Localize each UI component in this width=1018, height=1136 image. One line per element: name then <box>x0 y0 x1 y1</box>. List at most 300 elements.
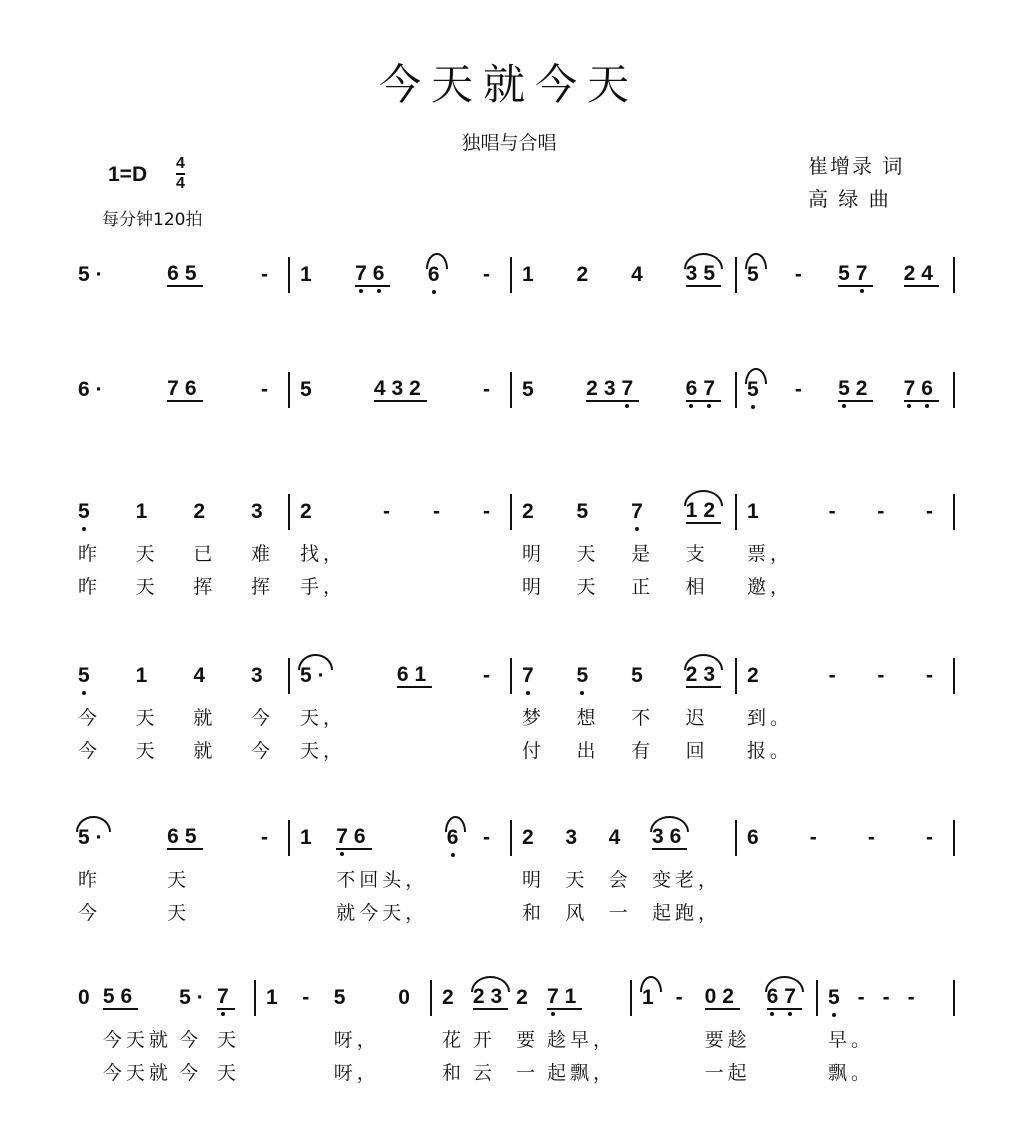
note-column <box>397 658 432 768</box>
note <box>631 494 649 530</box>
note-digits: 2 <box>442 986 460 1009</box>
low-octave-dot <box>907 404 911 408</box>
note-digits: - <box>925 826 939 849</box>
note <box>193 658 211 694</box>
low-octave-dot <box>635 527 639 531</box>
note-column <box>266 980 284 1090</box>
measure <box>78 658 288 768</box>
note <box>302 980 315 1016</box>
lyric: 难 <box>250 543 274 565</box>
note <box>877 494 890 530</box>
lyric: 一 <box>608 902 632 924</box>
note-column <box>904 257 939 293</box>
lyric: 云 <box>472 1062 496 1084</box>
low-octave-dot <box>451 853 455 857</box>
meter-bottom: 4 <box>176 175 185 192</box>
lyric: 要趁 <box>704 1029 751 1051</box>
slur-mark <box>684 253 723 269</box>
note <box>442 980 460 1016</box>
note-digits: - <box>925 500 939 523</box>
measure <box>510 820 735 930</box>
measure <box>78 257 288 293</box>
measure <box>510 494 735 604</box>
note <box>136 494 154 530</box>
measure <box>288 372 510 408</box>
note-digits: 5 <box>631 664 649 687</box>
note-column <box>829 494 842 604</box>
lyric: 挥 <box>193 576 217 598</box>
barline <box>630 980 632 1016</box>
note-column <box>547 980 616 1090</box>
note-column <box>577 658 600 768</box>
note <box>483 658 496 694</box>
lyric: 手， <box>300 576 347 598</box>
note <box>747 494 765 530</box>
note-digits: - <box>260 826 274 849</box>
lyric: 会 <box>608 869 632 891</box>
note <box>838 257 873 293</box>
note-digits: 2 <box>576 263 595 286</box>
low-octave-dot <box>689 404 693 408</box>
slur-mark <box>684 654 723 670</box>
note-column <box>193 494 216 604</box>
note <box>522 658 540 694</box>
note <box>686 257 721 293</box>
note-digits: - <box>483 263 496 286</box>
note-column <box>586 372 639 408</box>
note-digits: 1 <box>300 826 318 849</box>
lyric: 天 <box>167 869 191 891</box>
barline <box>288 494 290 530</box>
note <box>686 372 721 408</box>
tempo-marking: 每分钟120拍 <box>102 210 203 230</box>
note <box>167 372 202 408</box>
note-column <box>336 820 428 930</box>
slur-mark <box>745 368 767 384</box>
note-digits: 5 <box>747 263 765 286</box>
low-octave-dot <box>770 1012 774 1016</box>
slur-mark <box>298 654 333 670</box>
barline-end <box>953 257 955 293</box>
note <box>686 658 721 694</box>
barline-end <box>953 372 955 408</box>
note <box>829 494 842 530</box>
note <box>483 494 496 530</box>
lyric: 到。 <box>747 707 794 729</box>
note-column <box>433 494 446 604</box>
note <box>483 820 496 856</box>
note-digits: 1 <box>747 500 765 523</box>
note <box>904 372 939 408</box>
note-column <box>926 494 939 604</box>
low-octave-dot <box>580 691 584 695</box>
note <box>522 257 540 293</box>
note-digits: - <box>482 500 496 523</box>
lyric: 花 <box>442 1029 466 1051</box>
low-octave-dot <box>842 404 846 408</box>
measure <box>78 494 288 604</box>
lyricist-credit: 崔增录 词 <box>808 154 905 178</box>
lyric: 已 <box>193 543 217 565</box>
lyric: 天 <box>135 543 159 565</box>
note-column <box>631 257 649 293</box>
lyric: 有 <box>631 740 655 762</box>
note-digits: 5 <box>576 500 595 523</box>
note-digits: - <box>867 826 881 849</box>
slur-mark <box>745 253 767 269</box>
note <box>193 494 211 530</box>
note-digits: 4 <box>193 664 211 687</box>
lyric: 早。 <box>828 1029 875 1051</box>
note <box>334 980 352 1016</box>
note-digits: - <box>383 500 396 523</box>
note <box>810 820 823 856</box>
measure <box>735 257 953 293</box>
lyric: 今 <box>250 707 274 729</box>
barline <box>288 820 290 856</box>
lyric: 今天就 <box>102 1062 172 1084</box>
note-column <box>838 372 873 408</box>
lyric: 天 <box>135 707 159 729</box>
note <box>609 820 627 856</box>
note-digits: 12 <box>685 499 721 522</box>
lyric: 明 <box>522 869 546 891</box>
note-column <box>355 257 390 293</box>
lyric: 天 <box>167 902 191 924</box>
note <box>828 980 933 1016</box>
note <box>586 372 639 408</box>
lyric: 相 <box>685 576 709 598</box>
measure <box>735 820 953 930</box>
note-digits: 76 <box>355 263 390 287</box>
lyric: 一 <box>516 1062 540 1084</box>
note <box>167 820 202 856</box>
note-column <box>398 980 416 1090</box>
lyric: 今 <box>78 707 102 729</box>
note-digits: 23 <box>472 985 509 1008</box>
note-digits: 5 <box>78 501 96 523</box>
lyric: 昨 <box>78 869 102 891</box>
note-digits: - <box>260 378 274 401</box>
note-digits: 52 <box>838 378 873 402</box>
lyric: 今 <box>179 1029 203 1051</box>
lyric: 呀， <box>333 1062 380 1084</box>
note-column <box>810 820 823 930</box>
lyric: 明 <box>522 543 546 565</box>
note-digits: 1 <box>135 664 154 687</box>
note <box>78 372 109 408</box>
note-column <box>383 494 396 604</box>
note-column <box>78 980 96 1090</box>
note <box>300 372 318 408</box>
note-column <box>565 820 588 930</box>
note-digits: 23 <box>685 663 721 686</box>
note-column <box>78 372 109 408</box>
note <box>577 494 595 530</box>
note-digits: 4 <box>631 263 649 286</box>
lyric: 变老， <box>651 869 721 891</box>
lyric: 回 <box>685 740 709 762</box>
lyric: 起跑， <box>651 902 721 924</box>
lyric: 要 <box>516 1029 540 1051</box>
low-octave-dot <box>432 290 436 294</box>
barline <box>510 372 512 408</box>
measure <box>288 820 510 930</box>
note-column <box>522 257 540 293</box>
note-column <box>179 980 210 1090</box>
note-column <box>676 980 689 1090</box>
lyric: 明 <box>522 576 546 598</box>
lyric: 今 <box>179 1062 203 1084</box>
lyric: 不回头， <box>336 869 429 891</box>
note <box>251 658 269 694</box>
note <box>374 372 427 408</box>
barline-end <box>953 658 955 694</box>
note-digits: 2 <box>516 986 534 1009</box>
note-digits: 432 <box>373 377 427 400</box>
low-octave-dot <box>359 289 363 293</box>
subtitle: 独唱与合唱 <box>461 132 557 154</box>
note-digits: 6 <box>428 264 446 286</box>
note-column <box>483 257 496 293</box>
note-digits: 2 <box>522 500 540 523</box>
note-digits: 5· <box>78 263 109 286</box>
note <box>747 372 765 408</box>
lyric: 邀， <box>747 576 794 598</box>
note <box>795 372 808 408</box>
note-digits: 71 <box>547 986 582 1010</box>
slur-mark <box>684 490 723 506</box>
note <box>300 658 331 694</box>
barline <box>288 257 290 293</box>
note-column <box>516 980 539 1090</box>
note-column <box>686 372 721 408</box>
note-column <box>652 820 721 930</box>
note-column <box>300 658 346 768</box>
note-column <box>877 494 890 604</box>
measure <box>510 658 735 768</box>
note <box>300 494 318 530</box>
barline-end <box>953 820 955 856</box>
lyric: 今 <box>78 740 102 762</box>
note-digits: 57 <box>838 263 873 287</box>
note-digits: 6· <box>78 378 109 401</box>
note-digits: 7 <box>631 501 649 523</box>
low-octave-dot <box>340 852 344 856</box>
note-digits: 76 <box>167 377 203 400</box>
note-digits: 0 <box>398 986 416 1009</box>
note-column <box>926 658 939 768</box>
note-column <box>261 257 274 293</box>
note-column <box>374 372 427 408</box>
note <box>838 372 873 408</box>
note <box>261 257 274 293</box>
note-column <box>705 980 751 1090</box>
note <box>300 820 318 856</box>
note-column <box>522 820 545 930</box>
lyric: 今 <box>78 902 102 924</box>
low-octave-dot <box>707 404 711 408</box>
note <box>547 980 582 1016</box>
note-column <box>167 372 202 408</box>
note-digits: 67 <box>686 378 721 402</box>
note <box>167 257 202 293</box>
note <box>926 494 939 530</box>
lyric: 和 <box>522 902 546 924</box>
note <box>795 257 808 293</box>
lyric: 是 <box>631 543 655 565</box>
note <box>926 658 939 694</box>
note-digits: 237 <box>586 378 639 402</box>
low-octave-dot <box>82 691 86 695</box>
note-column <box>300 257 318 293</box>
slur-mark <box>471 976 510 992</box>
note-digits: 5 <box>333 986 352 1009</box>
lyric: 和 <box>442 1062 466 1084</box>
note-column <box>78 658 101 768</box>
lyric: 天 <box>135 576 159 598</box>
lyric: 付 <box>522 740 546 762</box>
slur-mark <box>765 976 804 992</box>
lyric: 就今天， <box>336 902 429 924</box>
note-digits: 1 <box>266 986 284 1009</box>
note-column <box>442 980 465 1090</box>
note-column <box>300 494 346 604</box>
note-digits: 5 <box>747 379 765 401</box>
measure <box>78 372 288 408</box>
lyric: 昨 <box>78 543 102 565</box>
low-octave-dot <box>551 1012 555 1016</box>
barline <box>510 257 512 293</box>
measure <box>288 257 510 293</box>
low-octave-dot <box>82 527 86 531</box>
low-octave-dot <box>788 1012 792 1016</box>
measure <box>78 820 288 930</box>
note <box>447 820 465 856</box>
barline <box>254 980 256 1016</box>
barline-end <box>953 980 955 1016</box>
note <box>522 494 540 530</box>
note-digits: 5 <box>300 378 318 401</box>
slur-mark <box>445 816 467 832</box>
low-octave-dot <box>925 404 929 408</box>
note-digits: - <box>877 500 891 523</box>
note-column <box>829 658 842 768</box>
note <box>473 980 508 1016</box>
measure <box>630 980 816 1090</box>
composer-credit: 高 绿 曲 <box>808 187 891 211</box>
note <box>261 372 274 408</box>
note <box>483 257 496 293</box>
note-digits: - <box>794 378 808 401</box>
note-column <box>747 494 793 604</box>
note-column <box>795 372 808 408</box>
song-title: 今天就今天 <box>378 60 639 109</box>
note-column <box>686 658 721 768</box>
note <box>300 257 318 293</box>
note-digits: - <box>877 664 891 687</box>
note <box>565 820 583 856</box>
note <box>483 372 496 408</box>
note <box>336 820 371 856</box>
note-digits: 0 <box>78 986 96 1009</box>
lyric: 呀， <box>333 1029 380 1051</box>
note-column <box>522 494 545 604</box>
measure <box>430 980 630 1090</box>
measure <box>510 257 735 293</box>
note <box>747 820 765 856</box>
note-digits: - <box>260 263 274 286</box>
note-digits: 02 <box>704 985 740 1008</box>
low-octave-dot <box>860 289 864 293</box>
score-row <box>78 980 953 1090</box>
note-column <box>447 820 465 930</box>
score-row <box>78 658 953 768</box>
note <box>522 820 540 856</box>
note-column <box>686 257 721 293</box>
low-octave-dot <box>751 405 755 409</box>
note <box>398 980 416 1016</box>
note-column <box>631 494 654 604</box>
lyric: 支 <box>685 543 709 565</box>
key-signature: 1=D <box>108 163 148 186</box>
note-column <box>261 372 274 408</box>
note <box>926 820 939 856</box>
measure <box>288 658 510 768</box>
note-digits: 5--- <box>828 987 933 1009</box>
note <box>516 980 534 1016</box>
note <box>103 980 138 1016</box>
note <box>705 980 740 1016</box>
note-column <box>78 257 109 293</box>
note-digits: 2 <box>193 500 211 523</box>
note-digits: - <box>809 826 823 849</box>
note <box>78 980 96 1016</box>
note-digits: 56 <box>102 985 139 1008</box>
barline <box>510 658 512 694</box>
note-column <box>428 257 446 293</box>
note-column <box>483 372 496 408</box>
note <box>397 658 432 694</box>
note-digits: 7 <box>217 986 235 1010</box>
barline <box>510 494 512 530</box>
lyric: 一起 <box>704 1062 751 1084</box>
low-octave-dot <box>526 691 530 695</box>
note-digits: - <box>828 664 842 687</box>
lyric: 就 <box>193 707 217 729</box>
note-column <box>167 257 202 293</box>
time-signature <box>176 155 185 193</box>
note-column <box>261 820 274 930</box>
note-digits: - <box>675 986 689 1009</box>
note-column <box>577 494 600 604</box>
note <box>652 820 687 856</box>
lyric: 天 <box>565 869 589 891</box>
note-column <box>877 658 890 768</box>
note <box>676 980 689 1016</box>
note-digits: 5 <box>78 665 96 687</box>
note-column <box>747 372 765 408</box>
note-digits: 6 <box>747 826 765 849</box>
slur-mark <box>76 816 111 832</box>
note <box>251 494 269 530</box>
note-column <box>302 980 315 1090</box>
note-column <box>747 820 765 930</box>
note-digits: - <box>432 500 446 523</box>
note-column <box>795 257 808 293</box>
barline <box>510 820 512 856</box>
note-column <box>747 257 765 293</box>
